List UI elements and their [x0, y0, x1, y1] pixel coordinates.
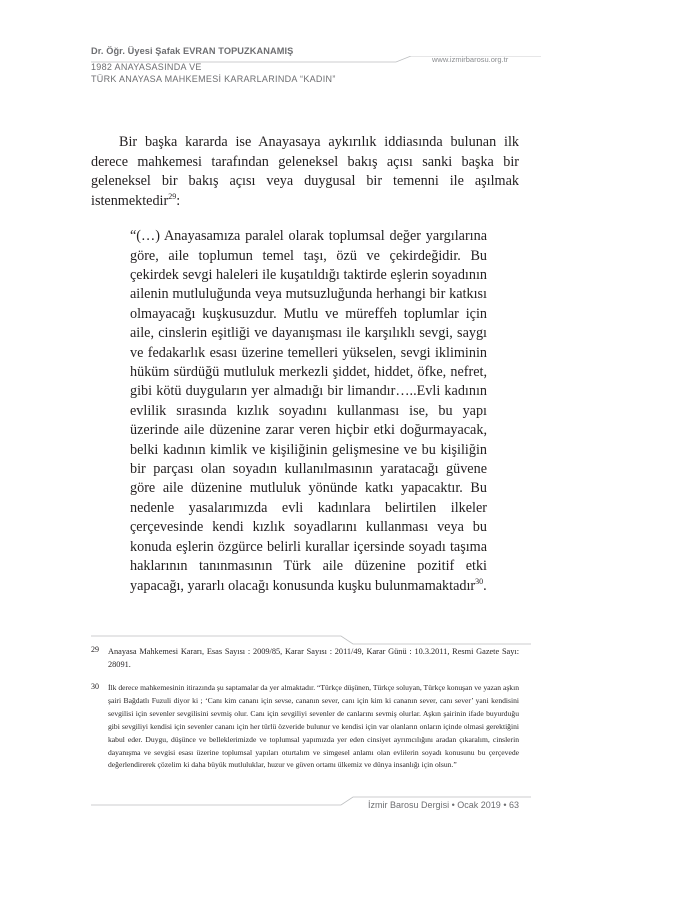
block-quote-text: “(…) Anayasamıza paralel olarak toplumsal değer yargılarına göre, aile toplumun temel taşı, özü ve çekirdeğidir. Bu çekirdek sevgi haleleri ile kuşatıldığı taktirde eşlerin soyadının ailenin mutluluğunda veya mutsuzluğunda herhangi bir katkısı olmayacağı kuşkusuzdur. Mutlu ve müreffeh toplumlar için aile, cinslerin eşitliği ve dayanışması ile karşılıklı sevgi, saygı ve fedakarlık esası üzerine temelleri yükselen, sevgi ikliminin hüküm sürdüğü mutluluk merkezli şiddet, hiddet, öfke, nefret, gibi kötü duyguların yer almadığı bir limandır…..Evli kadının evlilik sırasında kızlık soyadını kullanması ise, bu yapı üzerinde aile düzenine zarar veren hiçbir etki doğurmayacak, belki kadının kimlik ve kişiliğinin gelişmesine ve bu kişiliğin bir parçası olan soyadın kullanılmasının yaratacağı güvene göre aile düzenine mutluluk yönünde katkı yapacaktır. Bu nedenle yasalarımızda evli kadınlara belirtilen ilkeler çerçevesinde kendi kızlık soyadlarını kullanması veya bu konuda eşlerin özgürce belirli kurallar içersinde soyadı taşıma haklarının tanınmasının Türk aile düzenine pozitif etki yapacağı, yararlı olacağı konusunda kuşku bulunmamaktadır — [130, 228, 487, 594]
footer-bullet: • — [451, 800, 455, 810]
footnote-30 — [91, 682, 519, 772]
footer-issue: Ocak 2019 — [457, 800, 501, 810]
page-number: 63 — [508, 800, 519, 810]
footer-bullet: • — [503, 800, 507, 810]
body-paragraph — [91, 133, 519, 211]
footnote-29 — [91, 645, 519, 671]
footnote-number: 29 — [91, 645, 99, 654]
footnote-text: İlk derece mahkemesinin itirazında şu saptamalar da yer almaktadır. “Türkçe düşünen, Türkçe soluyan, Türkçe konuşan ve yazan aşkın şairi Bağdatlı Fuzuli diyor ki ; ‘Canı kim cananı için sevse, cananın sever, canı için kim ki cananın sever, canı sever’ yani kendisini sevgilisi için sevenler sevgilisini sevmiş olur. Canı için sevgiliyi sevenler de canlarını sevmiş olurlar. Aşkın şairinin ifade buyurduğu gibi sevgiliyi kendisi için sevenler cananı için her türlü özveride bulunur ve kendisi için var olanların onların içinde olmasi gerektiğini kabul eder. Duygu, düşünce ve belleklerimizde ve toplumsal yapımızda yer eden cinsiyet ayrımcılığını aradan çıkaralım, cinslerin dayanışma ve sevgisi esası üzerine toplumsal yapıları oturtalım ve simgesel anlamı olan evlilerin soyadı konusunu bu çerçevede değerlendirerek çözelim ki daha büyük mutluluklar, huzur ve güven ortamı ülkemiz ve dünya insanlığı için olsun.” — [108, 683, 519, 770]
quote-end: . — [483, 577, 487, 594]
footnote-text: Anayasa Mahkemesi Kararı, Esas Sayısı : 2009/85, Karar Sayısı : 2011/49, Karar Günü : 10.3.2011, Resmi Gazete Sayı: 28091. — [108, 647, 519, 669]
paragraph-end: : — [176, 192, 181, 209]
footnote-ref-29: 29 — [168, 191, 177, 201]
footnote-ref-30: 30 — [475, 576, 484, 586]
header-url[interactable]: www.izmirbarosu.org.tr — [432, 55, 509, 64]
header-title-line1: 1982 ANAYASASINDA VE — [91, 62, 202, 72]
footnote-number: 30 — [91, 682, 99, 691]
body-paragraph-text: Bir başka kararda ise Anayasaya aykırılık iddiasında bulunan ilk derece mahkemesi tarafından geleneksel bakış açısı sanki başka bir geleneksel bir bakış açısı veya duygusal bir temenni ile aşılmak istenmektedir — [91, 134, 519, 209]
header-author: Dr. Öğr. Üyesi Şafak EVRAN TOPUZKANAMIŞ — [91, 46, 294, 56]
header-title-line2: TÜRK ANAYASA MAHKEMESİ KARARLARINDA “KADIN” — [91, 74, 336, 84]
block-quote — [130, 227, 487, 596]
footer-journal: İzmir Barosu Dergisi — [368, 800, 450, 810]
page-footer — [368, 800, 519, 810]
